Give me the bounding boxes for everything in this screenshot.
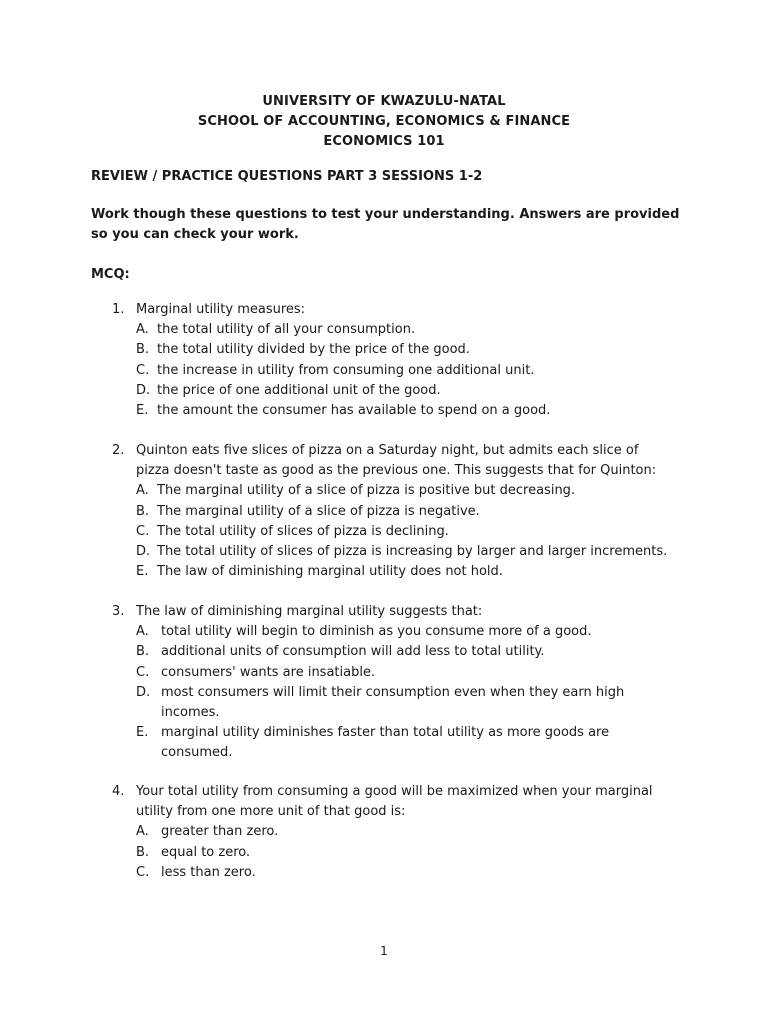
page-number: 1 [380, 944, 388, 958]
option-b [136, 502, 672, 522]
option-c [136, 361, 672, 381]
option-text: The total utility of slices of pizza is increasing by larger and larger increments. [157, 544, 668, 560]
question-3 [112, 602, 672, 764]
option-text: most consumers will limit their consumption even when they earn high incomes. [161, 684, 625, 721]
option-text: The marginal utility of a slice of pizza is positive but decreasing. [157, 483, 576, 499]
option-a [136, 622, 672, 642]
question-number: 4. [112, 784, 125, 799]
question-2 [112, 441, 672, 582]
option-e [136, 562, 672, 582]
option-text: consumers' wants are insatiable. [161, 664, 376, 680]
question-number: 2. [112, 443, 125, 458]
option-letter: C. [136, 664, 150, 680]
question-text: The law of diminishing marginal utility suggests that: [136, 604, 483, 619]
option-a [136, 481, 672, 501]
option-letter: D. [136, 684, 151, 700]
option-b [136, 642, 672, 662]
option-text: the increase in utility from consuming one additional unit. [157, 362, 535, 378]
option-letter: C. [136, 362, 150, 378]
option-c [136, 522, 672, 542]
option-text: equal to zero. [161, 844, 251, 860]
option-a [136, 822, 672, 842]
option-letter: B. [136, 342, 150, 358]
option-letter: E. [136, 564, 149, 580]
question-number: 1. [112, 302, 125, 317]
option-text: less than zero. [161, 864, 256, 880]
option-letter: A. [136, 624, 149, 640]
question-1 [112, 300, 672, 421]
option-text: The marginal utility of a slice of pizza is negative. [157, 503, 480, 519]
option-text: the total utility divided by the price of the good. [157, 342, 470, 358]
option-d [136, 683, 672, 723]
option-e [136, 401, 672, 421]
question-number: 3. [112, 604, 125, 619]
university-name: UNIVERSITY OF KWAZULU-NATAL [262, 94, 506, 109]
document-header [0, 92, 768, 152]
option-text: the amount the consumer has available to spend on a good. [157, 403, 551, 419]
option-letter: A. [136, 322, 149, 338]
option-letter: A. [136, 483, 149, 499]
option-text: marginal utility diminishes faster than total utility as more goods are consumed. [161, 725, 610, 761]
option-text: The law of diminishing marginal utility does not hold. [157, 564, 503, 580]
option-letter: C. [136, 864, 150, 880]
question-text: Your total utility from consuming a good will be maximized when your marginal utility from one more unit of that good is: [136, 784, 653, 820]
option-a [136, 320, 672, 340]
option-text: total utility will begin to diminish as you consume more of a good. [161, 624, 592, 640]
school-name: SCHOOL OF ACCOUNTING, ECONOMICS & FINANCE [197, 114, 571, 129]
option-letter: D. [136, 544, 151, 560]
option-letter: E. [136, 403, 149, 419]
question-text: Quinton eats five slices of pizza on a Saturday night, but admits each slice of pizza doesn't taste as good as the previous one. This suggests that for Quinton: [136, 443, 657, 479]
option-letter: E. [136, 725, 149, 741]
option-letter: B. [136, 644, 150, 660]
option-text: The total utility of slices of pizza is declining. [157, 523, 449, 539]
question-4 [112, 782, 672, 883]
option-d [136, 381, 672, 401]
option-text: additional units of consumption will add less to total utility. [161, 644, 545, 660]
intro-paragraph: Work though these questions to test your understanding. Answers are provided so you can check your work. [91, 207, 680, 242]
option-e [136, 723, 672, 763]
course-name: ECONOMICS 101 [323, 134, 445, 149]
option-text: greater than zero. [161, 824, 279, 840]
section-title: REVIEW / PRACTICE QUESTIONS PART 3 SESSIONS 1-2 [91, 169, 483, 184]
option-c [136, 663, 672, 683]
option-letter: A. [136, 824, 149, 840]
option-b [136, 340, 672, 360]
option-letter: B. [136, 503, 150, 519]
option-letter: C. [136, 523, 150, 539]
option-d [136, 542, 672, 562]
option-c [136, 863, 672, 883]
mcq-label: MCQ: [91, 267, 130, 282]
option-b [136, 843, 672, 863]
question-text: Marginal utility measures: [136, 302, 306, 317]
option-letter: B. [136, 844, 150, 860]
option-letter: D. [136, 382, 151, 398]
option-text: the price of one additional unit of the good. [157, 382, 441, 398]
option-text: the total utility of all your consumption. [157, 322, 416, 338]
